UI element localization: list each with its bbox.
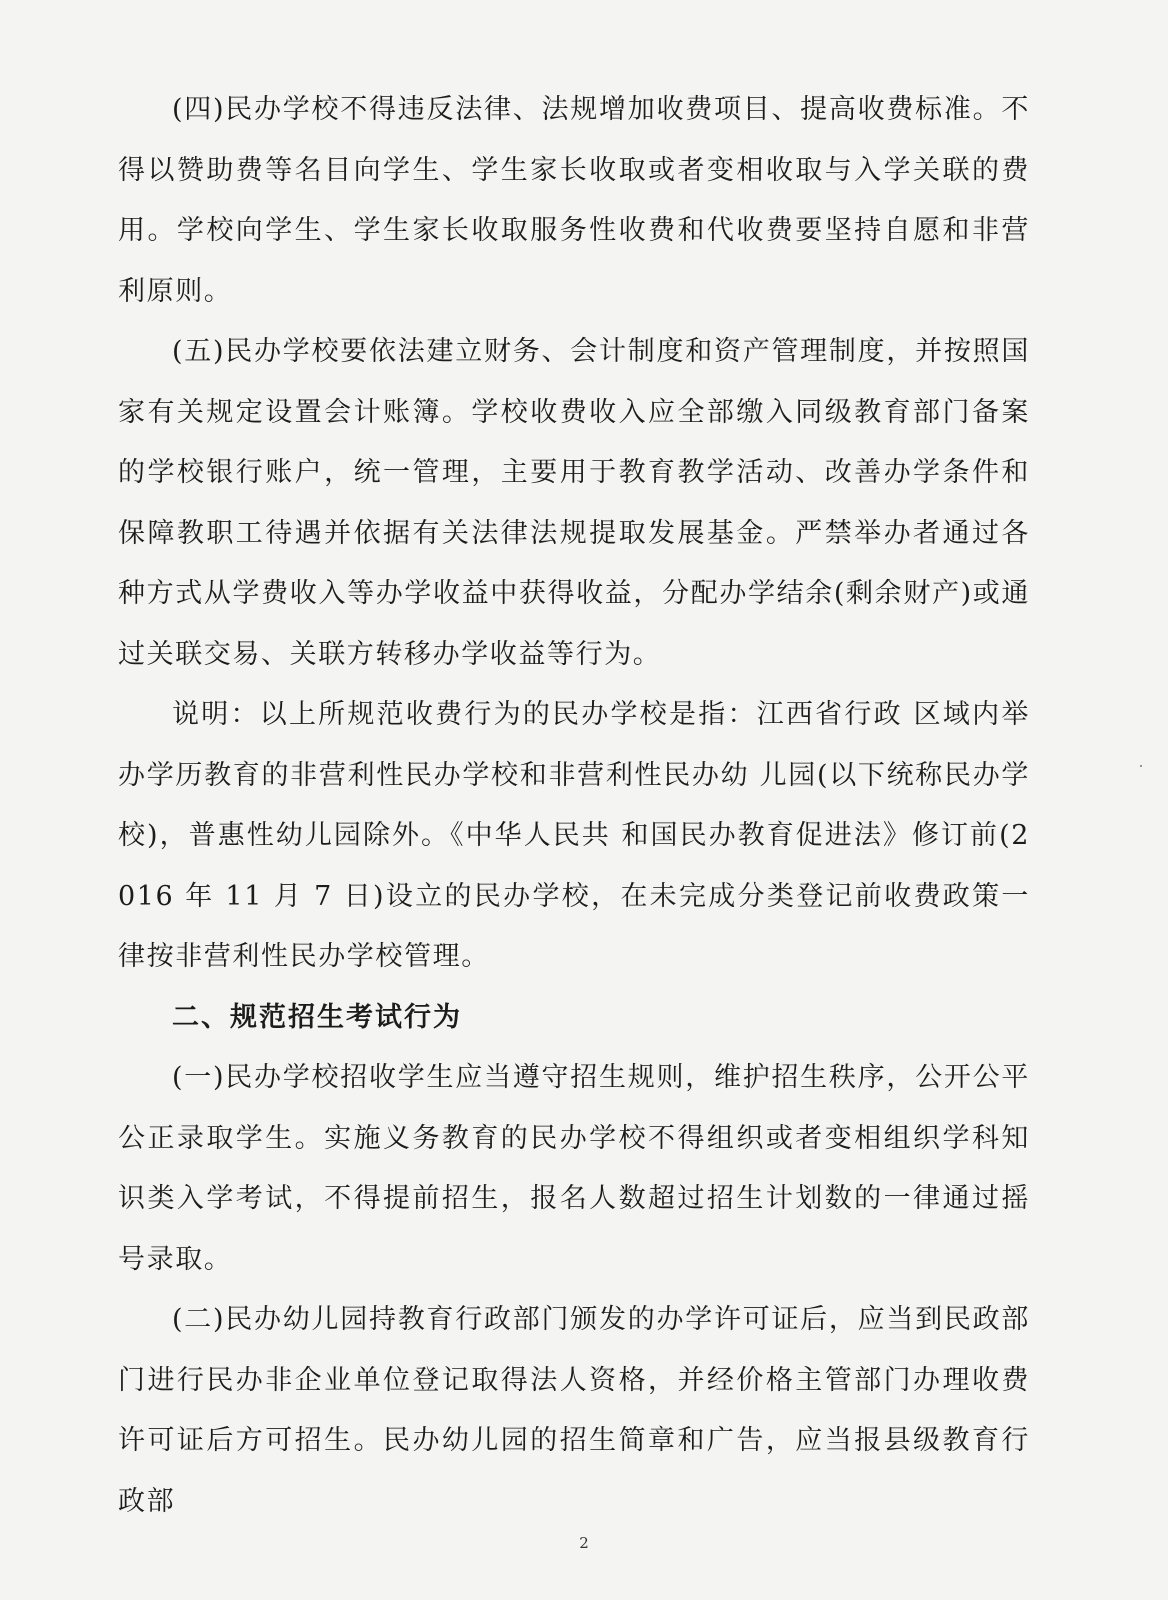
paragraph-kindergarten-2: (二)民办幼儿园持教育行政部门颁发的办学许可证后，应当到民政部门进行民办非企业单位登记取得法人资格，并经价格主管部门办理收费许可证后方可招生。民办幼儿园的招生简章和广告，应当报县级教育行政部 [118, 1304, 1030, 1517]
page-number: 2 [579, 1534, 589, 1552]
paragraph-fees-4: (四)民办学校不得违反法律、法规增加收费项目、提高收费标准。不得以赞助费等名目向学生、学生家长收取或者变相收取与入学关联的费用。学校向学生、学生家长收取服务性收费和代收费要坚持自愿和非营利原则。 [118, 94, 1030, 307]
document-body [118, 80, 1030, 1532]
scan-speck [1140, 765, 1142, 767]
paragraph-admission-1: (一)民办学校招收学生应当遵守招生规则，维护招生秩序，公开公平公正录取学生。实施义务教育的民办学校不得组织或者变相组织学科知识类入学考试，不得提前招生，报名人数超过招生计划数的一律通过摇号录取。 [118, 1062, 1030, 1275]
paragraph-finance-5: (五)民办学校要依法建立财务、会计制度和资产管理制度，并按照国家有关规定设置会计账簿。学校收费收入应全部缴入同级教育部门备案的学校银行账户，统一管理，主要用于教育教学活动、改善办学条件和保障教职工待遇并依据有关法律法规提取发展基金。严禁举办者通过各种方式从学费收入等办学收益中获得收益，分配办学结余(剩余财产)或通过关联交易、关联方转移办学收益等行为。 [118, 336, 1030, 670]
paragraph-explanation: 说明：以上所规范收费行为的民办学校是指：江西省行政 区域内举办学历教育的非营利性民办学校和非营利性民办幼 儿园(以下统称民办学校)，普惠性幼儿园除外。《中华人民共 和国民办教育促进法》修订前(2016 年 11 月 7 日)设立的民办学校，在未完成分类登记前收费政策一律按非营利性民办学校管理。 [118, 699, 1030, 972]
section-heading: 二、规范招生考试行为 [172, 1001, 462, 1033]
